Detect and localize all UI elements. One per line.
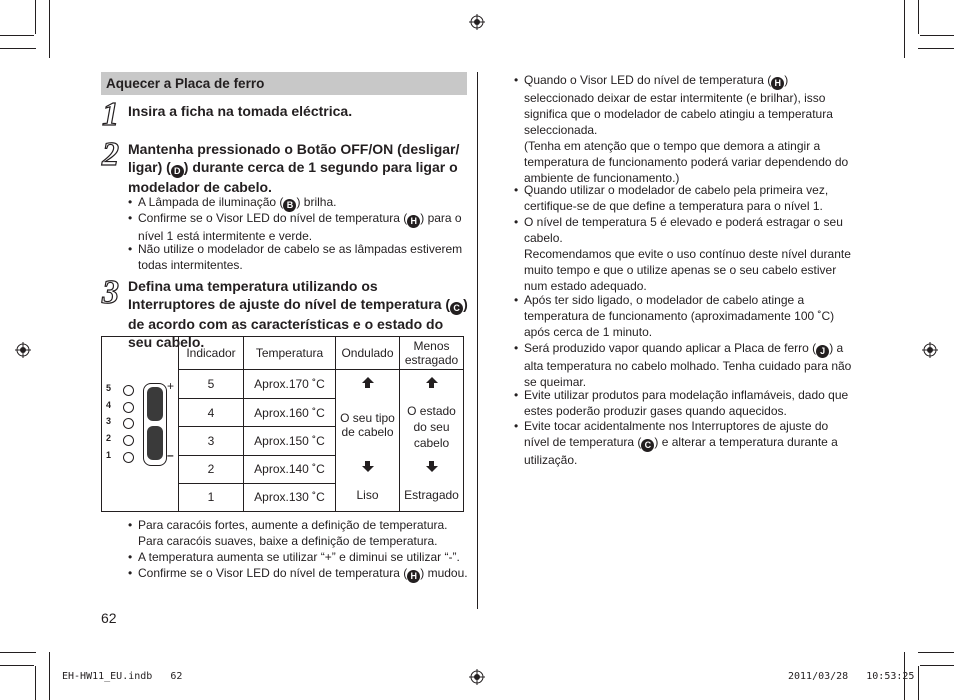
- led-indicator: [123, 402, 134, 413]
- crop-mark: [918, 0, 919, 34]
- step-1-text: Insira a ficha na tomada eléctrica.: [128, 103, 353, 119]
- crop-mark: [920, 665, 954, 666]
- table-cell: Aprox.170 ˚C: [244, 370, 336, 399]
- badge-b-icon: B: [283, 199, 296, 212]
- column-divider: [477, 72, 478, 609]
- badge-j-icon: J: [816, 345, 829, 358]
- crop-mark: [35, 0, 36, 34]
- level-label: 4: [106, 400, 112, 410]
- arrow-up-icon: [336, 377, 399, 388]
- led-indicator: [123, 435, 134, 446]
- table-cell: 4: [179, 399, 244, 427]
- badge-c-icon: C: [450, 302, 463, 315]
- step-number: 1: [102, 96, 119, 133]
- note-bullet: • Após ter sido ligado, o modelador de cabelo atinge a temperatura de funcionamento (aproximadamente 100 ˚C) após cerca de 1 minuto.: [514, 292, 854, 340]
- level-label: 1: [106, 450, 112, 460]
- crop-mark: [0, 48, 36, 49]
- table-header: Indicador: [179, 337, 244, 370]
- wavy-bottom: Liso: [356, 487, 379, 502]
- note-bullet: • Evite utilizar produtos para modelação inflamáveis, dado que estes poderão produzir gases quando aquecidos.: [514, 387, 854, 419]
- note-bullet: • Evite tocar acidentalmente nos Interruptores de ajuste do nível de temperatura ( C ) e alterar a temperatura durante a utilização.: [514, 418, 854, 468]
- step-2-bullet: • Não utilize o modelador de cabelo se as lâmpadas estiverem todas intermitentes.: [128, 241, 468, 273]
- badge-c-icon: C: [641, 439, 654, 452]
- section-title: Aquecer a Placa de ferro: [101, 72, 467, 95]
- plus-button-icon: [147, 387, 163, 421]
- minus-label: –: [167, 448, 174, 462]
- crop-mark: [35, 666, 36, 700]
- badge-h-icon: H: [407, 570, 420, 583]
- registration-mark-icon: [922, 342, 938, 358]
- damage-column: [400, 370, 464, 512]
- badge-h-icon: H: [771, 77, 784, 90]
- page-number: 62: [101, 610, 117, 626]
- crop-mark: [0, 665, 34, 666]
- arrow-down-icon: [400, 461, 463, 472]
- step-2-bullet: • A Lâmpada de iluminação ( B ) brilha.: [128, 194, 468, 212]
- level-label: 5: [106, 383, 112, 393]
- table-cell: 5: [179, 370, 244, 399]
- registration-mark-icon: [469, 14, 485, 30]
- crop-mark: [904, 0, 905, 58]
- table-cell: Aprox.160 ˚C: [244, 399, 336, 427]
- table-cell: 2: [179, 455, 244, 483]
- step-number: 2: [102, 136, 119, 173]
- table-cell: Aprox.150 ˚C: [244, 427, 336, 455]
- badge-d-icon: D: [171, 165, 184, 178]
- note-bullet: • Quando o Visor LED do nível de temperatura ( H ) seleccionado deixar de estar intermitente (e brilhar), isso significa que o modelador de cabelo atingiu a temperatura seleccionada. (Tenha em atenção que o tempo que demora a atingir a temperatura de funcionamento poderá variar dependendo do ambiente de funcionamento.): [514, 72, 854, 186]
- crop-mark: [49, 0, 50, 58]
- led-indicator: [123, 452, 134, 463]
- minus-button-icon: [147, 426, 163, 460]
- registration-mark-icon: [469, 669, 485, 685]
- arrow-up-icon: [400, 377, 463, 388]
- footer-date: 2011/03/28 10:53:25: [788, 671, 915, 682]
- table-cell: Aprox.140 ˚C: [244, 455, 336, 483]
- note-bullet: • O nível de temperatura 5 é elevado e poderá estragar o seu cabelo. Recomendamos que evite o uso contínuo deste nível durante muito tempo e que o utilize apenas se o seu cabelo estiver num estado adequado.: [514, 214, 854, 294]
- table-cell: 3: [179, 427, 244, 455]
- crop-mark: [920, 35, 954, 36]
- step-3-text: Defina uma temperatura utilizando os Interruptores de ajuste do nível de temperatura ( C ) de acordo com as características e o estado do seu cabelo.: [128, 278, 468, 350]
- crop-mark: [0, 652, 36, 653]
- wavy-middle: O seu tipo de cabelo: [340, 410, 395, 439]
- damage-bottom: Estragado: [404, 487, 459, 502]
- device-illustration: [102, 337, 179, 512]
- table-cell: 1: [179, 483, 244, 511]
- footer-file: EH-HW11_EU.indb 62: [62, 671, 183, 682]
- tip-bullet: • Para caracóis fortes, aumente a definição de temperatura. Para caracóis suaves, baixe a definição de temperatura.: [128, 517, 473, 549]
- table-cell: Aprox.130 ˚C: [244, 483, 336, 511]
- crop-mark: [49, 652, 50, 700]
- tip-bullet: • A temperatura aumenta se utilizar “+” e diminui se utilizar “-”.: [128, 549, 473, 565]
- step-number: 3: [102, 274, 119, 311]
- level-label: 3: [106, 416, 112, 426]
- temperature-table: [101, 336, 464, 512]
- crop-mark: [0, 35, 34, 36]
- note-bullet: • Será produzido vapor quando aplicar a Placa de ferro ( J ) a alta temperatura no cabelo molhado. Tenha cuidado para não se queimar.: [514, 340, 854, 390]
- led-indicator: [123, 418, 134, 429]
- level-label: 2: [106, 433, 112, 443]
- registration-mark-icon: [15, 342, 31, 358]
- switch-frame: [143, 383, 167, 466]
- step-2-bullet: • Confirme se o Visor LED do nível de temperatura ( H ) para o nível 1 está intermitente e verde.: [128, 210, 468, 244]
- table-header: Menos estragado: [400, 337, 464, 370]
- led-indicator: [123, 385, 134, 396]
- note-bullet: • Quando utilizar o modelador de cabelo pela primeira vez, certifique-se de que define a temperatura para o nível 1.: [514, 182, 854, 214]
- tip-bullet: • Confirme se o Visor LED do nível de temperatura ( H ) mudou.: [128, 565, 473, 583]
- crop-mark: [918, 48, 954, 49]
- wavy-column: [336, 370, 400, 512]
- crop-mark: [918, 666, 919, 700]
- table-header: Temperatura: [244, 337, 336, 370]
- crop-mark: [918, 652, 954, 653]
- plus-label: +: [167, 379, 175, 393]
- damage-middle: O estado do seu cabelo: [407, 403, 456, 450]
- table-header: Ondulado: [336, 337, 400, 370]
- arrow-down-icon: [336, 461, 399, 472]
- badge-h-icon: H: [407, 215, 420, 228]
- step-2-text: Mantenha pressionado o Botão OFF/ON (desligar/ ligar) ( D ) durante cerca de 1 segundo para ligar o modelador de cabelo.: [128, 141, 460, 195]
